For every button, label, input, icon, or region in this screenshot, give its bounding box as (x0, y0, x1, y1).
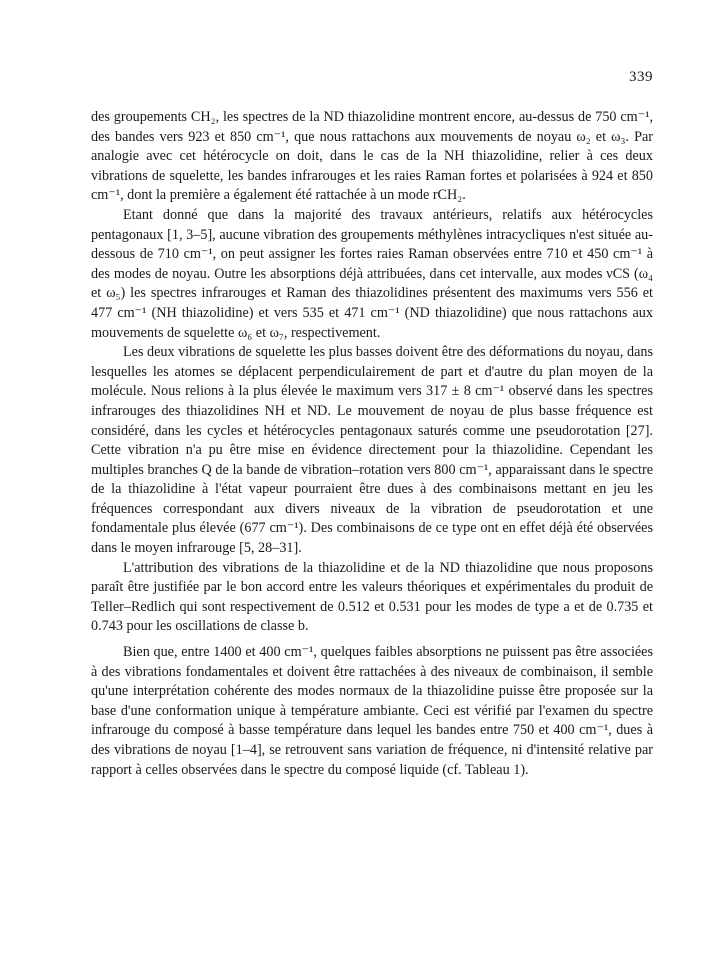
paragraph-4: L'attribution des vibrations de la thiazolidine et de la ND thiazolidine que nous proposons paraît être justifiée par le bon accord entre les valeurs théoriques et expérimentales du produit de Teller–Redlich qui sont respectivement de 0.512 et 0.531 pour les modes de type a et de 0.735 et 0.743 pour les oscillations de classe b. (91, 559, 653, 635)
article-body (91, 108, 653, 780)
paragraph-3: Les deux vibrations de squelette les plus basses doivent être des déformations du noyau, dans lesquelles les atomes se déplacent perpendiculairement de part et d'autre du plan moyen de la molécule. Nous relions à la plus élevée le maximum vers 317 ± 8 cm⁻¹ observé dans les spectres infrarouges des thiazolidines NH et ND. Le mouvement de noyau de plus basse fréquence est considéré, dans les cycles et hétérocycles pentagonaux saturés comme une pseudorotation [27]. Cette vibration n'a pu être mise en évidence directement pour la thiazolidine. Cependant les multiples branches Q de la bande de vibration–rotation vers 800 cm⁻¹, apparaissant dans le spectre de la thiazolidine à l'état vapeur pourraient être dues à des combinaisons mettant en jeu les fréquences correspondant aux divers niveaux de la vibration de pseudorotation et une fondamentale plus élevée (677 cm⁻¹). Des combinaisons de ce type ont en effet déjà été observées dans le moyen infrarouge [5, 28–31]. (91, 344, 653, 557)
paragraph-1: des groupements CH₂, les spectres de la ND thiazolidine montrent encore, au-dessus de 750 cm⁻¹, des bandes vers 923 et 850 cm⁻¹, que nous rattachons aux mouvements de noyau ω₂ et ω₃. Par analogie avec cet hétérocycle on doit, dans le cas de la NH thiazolidine, relier à ces deux vibrations de squelette, les bandes infrarouges et les raies Raman fortes et polarisées à 924 et 850 cm⁻¹, dont la première a également été rattachée à un mode rCH₂. (91, 109, 653, 204)
paragraph-5: Bien que, entre 1400 et 400 cm⁻¹, quelques faibles absorptions ne puissent pas être associées à des vibrations fondamentales et doivent être rattachées à des niveaux de combinaison, il semble qu'une interprétation cohérente des modes normaux de la thiazolidine puisse être proposée sur la base d'une conformation unique à température ambiante. Ceci est vérifié par l'examen du spectre infrarouge du composé à basse température dans lequel les bandes entre 750 et 400 cm⁻¹, dues à des vibrations de noyau [1–4], se retrouvent sans variation de fréquence, ni d'intensité relative par rapport à celles observées dans le spectre du composé liquide (cf. Tableau 1). (91, 644, 653, 778)
page-number: 339 (629, 69, 653, 85)
paragraph-2: Etant donné que dans la majorité des travaux antérieurs, relatifs aux hétérocycles pentagonaux [1, 3–5], aucune vibration des groupements méthylènes intracycliques n'est située au-dessous de 710 cm⁻¹, on peut assigner les fortes raies Raman observées entre 710 et 450 cm⁻¹ à des modes de noyau. Outre les absorptions déjà attribuées, dans cet intervalle, aux modes νCS (ω₄ et ω₅) les spectres infrarouges et Raman des thiazolidines présentent des maximums vers 556 et 477 cm⁻¹ (NH thiazolidine) et vers 535 et 471 cm⁻¹ (ND thiazolidine) que nous rattachons aux mouvements de squelette ω₆ et ω₇, respectivement. (91, 206, 653, 341)
